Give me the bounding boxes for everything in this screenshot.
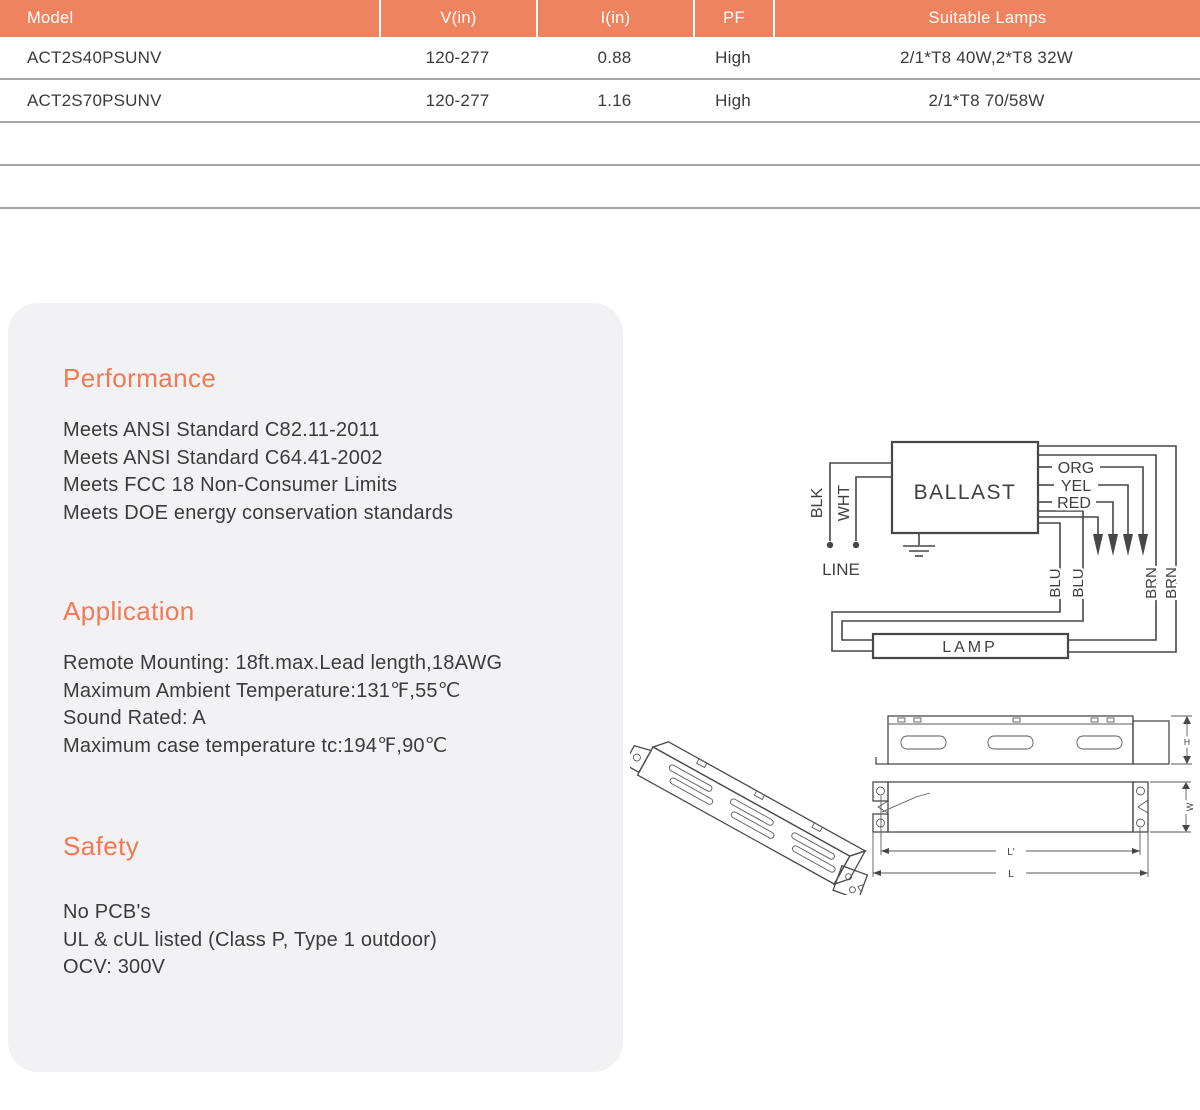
label-red: RED (1057, 495, 1091, 512)
application-item: Maximum Ambient Temperature:131℉,55℃ (63, 679, 461, 702)
cell-lamps: 2/1*T8 70/58W (928, 90, 1045, 110)
cell-lamps (773, 166, 1200, 207)
cell-vin (379, 166, 536, 207)
label-blu-2: BLU (1070, 568, 1087, 598)
section-title-application: Application (63, 596, 195, 626)
table-row-empty (0, 166, 1200, 209)
cell-iin: 0.88 (597, 47, 632, 67)
connector-arrow (1123, 534, 1133, 556)
wire-end-dot (827, 542, 833, 548)
performance-item: Meets FCC 18 Non-Consumer Limits (63, 474, 398, 496)
section-title-safety: Safety (63, 831, 140, 861)
table-header-row (0, 0, 1200, 37)
dim-label-w: W (1185, 802, 1195, 812)
cell-vin: 120-277 (425, 47, 490, 67)
safety-item: OCV: 300V (63, 956, 166, 978)
wire-blu-outer (832, 523, 1060, 651)
cell-pf: High (715, 47, 751, 67)
cell-model: ACT2S40PSUNV (27, 47, 162, 67)
label-wht: WHT (836, 484, 853, 522)
label-brn-2: BRN (1163, 567, 1180, 599)
safety-item: UL & cUL listed (Class P, Type 1 outdoor) (63, 928, 437, 951)
cell-vin (379, 123, 536, 164)
header-cell-vin: V(in) (379, 0, 536, 37)
cell-pf: High (715, 90, 751, 110)
spec-table (0, 0, 1200, 209)
header-cell-model: Model (27, 9, 74, 27)
header-cell-lamps: Suitable Lamps (773, 0, 1200, 37)
header-cell-pf: PF (693, 0, 773, 37)
cell-lamps (773, 123, 1200, 164)
wiring-diagram (795, 430, 1200, 675)
cell-model (0, 123, 379, 164)
connector-arrow (1138, 534, 1148, 556)
section-title-performance: Performance (63, 363, 217, 393)
application-item: Maximum case temperature tc:194℉,90℃ (63, 734, 448, 757)
cell-iin (536, 166, 693, 207)
table-row (0, 80, 1200, 123)
side-view (876, 716, 1192, 764)
dim-label-l-prime: L' (1007, 847, 1015, 858)
iso-view (630, 728, 881, 895)
performance-list (63, 417, 453, 527)
lamp-label: LAMP (942, 639, 998, 656)
cell-vin: 120-277 (425, 90, 490, 110)
cell-iin (536, 123, 693, 164)
application-item: Remote Mounting: 18ft.max.Lead length,18AWG (63, 652, 503, 674)
wire-org (1100, 467, 1143, 534)
cell-model (0, 166, 379, 207)
connector-arrow (1108, 534, 1118, 556)
label-yel: YEL (1060, 478, 1092, 495)
label-brn-1: BRN (1143, 567, 1160, 599)
safety-list (63, 899, 437, 982)
safety-item: No PCB's (63, 901, 151, 923)
label-line: LINE (822, 560, 860, 579)
lead-callout-line (882, 793, 930, 812)
table-row-empty (0, 123, 1200, 166)
cell-pf (693, 166, 773, 207)
label-blu-1: BLU (1047, 568, 1064, 598)
dim-label-h: H (1183, 737, 1191, 747)
ballast-label: BALLAST (913, 481, 1017, 504)
connector-arrow (1093, 534, 1103, 556)
product-drawings (630, 700, 1200, 895)
ground-symbol (903, 533, 935, 556)
dim-label-l: L (1008, 869, 1014, 880)
wire-aux (1038, 517, 1098, 534)
header-cell-iin: I(in) (536, 0, 693, 37)
label-org: ORG (1057, 460, 1095, 477)
application-item: Sound Rated: A (63, 707, 206, 729)
wire-wht (856, 477, 892, 541)
wire-end-dot (853, 542, 859, 548)
label-blk: BLK (809, 487, 826, 519)
performance-item: Meets ANSI Standard C82.11-2011 (63, 419, 380, 441)
table-row (0, 37, 1200, 80)
top-view (873, 782, 1195, 880)
performance-item: Meets ANSI Standard C64.41-2002 (63, 446, 383, 469)
cell-pf (693, 123, 773, 164)
cell-iin: 1.16 (597, 90, 632, 110)
performance-item: Meets DOE energy conservation standards (63, 501, 454, 524)
cell-lamps: 2/1*T8 40W,2*T8 32W (900, 47, 1073, 67)
application-list (63, 650, 502, 760)
cell-model: ACT2S70PSUNV (27, 90, 162, 110)
